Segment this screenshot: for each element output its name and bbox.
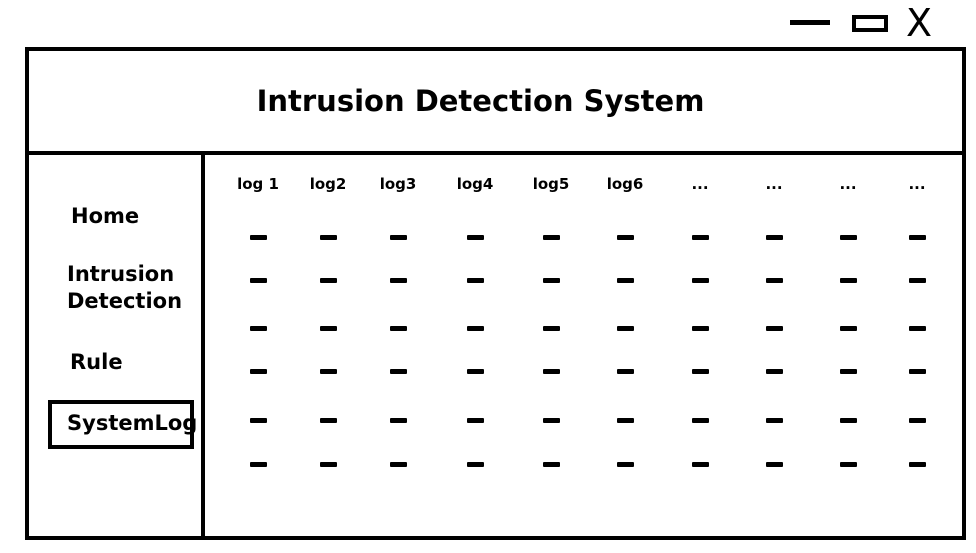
log-cell-empty xyxy=(909,418,926,423)
log-cell-empty xyxy=(543,462,560,467)
log-cell-empty xyxy=(543,369,560,374)
sidebar-item-systemlog[interactable]: SystemLog xyxy=(48,400,194,449)
log-cell-empty xyxy=(766,278,783,283)
log-cell-empty xyxy=(320,326,337,331)
log-cell-empty xyxy=(390,235,407,240)
log-cell-empty xyxy=(909,369,926,374)
log-cell-empty xyxy=(692,462,709,467)
log-cell-empty xyxy=(250,462,267,467)
log-cell-empty xyxy=(250,235,267,240)
log-cell-empty xyxy=(617,369,634,374)
log-cell-empty xyxy=(840,418,857,423)
log-cell-empty xyxy=(617,418,634,423)
log-cell-empty xyxy=(390,462,407,467)
log-cell-empty xyxy=(909,278,926,283)
log-cell-empty xyxy=(390,278,407,283)
sidebar xyxy=(29,151,205,536)
log-cell-empty xyxy=(320,369,337,374)
log-table xyxy=(205,151,962,536)
column-header: ... xyxy=(765,175,783,193)
log-cell-empty xyxy=(250,326,267,331)
minimize-icon[interactable] xyxy=(790,20,830,25)
log-cell-empty xyxy=(543,235,560,240)
log-cell-empty xyxy=(467,369,484,374)
log-cell-empty xyxy=(617,235,634,240)
column-header: log3 xyxy=(379,175,417,193)
log-cell-empty xyxy=(840,462,857,467)
log-cell-empty xyxy=(840,235,857,240)
log-cell-empty xyxy=(467,278,484,283)
log-cell-empty xyxy=(467,326,484,331)
column-header: log5 xyxy=(532,175,570,193)
sidebar-item-rule[interactable]: Rule xyxy=(70,350,123,374)
log-cell-empty xyxy=(543,326,560,331)
log-cell-empty xyxy=(692,235,709,240)
log-cell-empty xyxy=(617,278,634,283)
column-header: log2 xyxy=(309,175,347,193)
log-cell-empty xyxy=(840,278,857,283)
maximize-icon[interactable] xyxy=(852,15,888,32)
log-cell-empty xyxy=(250,418,267,423)
log-cell-empty xyxy=(840,326,857,331)
log-cell-empty xyxy=(909,326,926,331)
log-cell-empty xyxy=(909,462,926,467)
page-title: Intrusion Detection System xyxy=(256,84,705,118)
log-cell-empty xyxy=(766,462,783,467)
log-cell-empty xyxy=(692,418,709,423)
log-cell-empty xyxy=(543,278,560,283)
log-cell-empty xyxy=(692,369,709,374)
log-cell-empty xyxy=(766,235,783,240)
log-cell-empty xyxy=(543,418,560,423)
log-cell-empty xyxy=(766,418,783,423)
log-cell-empty xyxy=(467,235,484,240)
log-cell-empty xyxy=(692,326,709,331)
log-cell-empty xyxy=(467,462,484,467)
column-header: log 1 xyxy=(237,175,279,193)
close-icon[interactable]: X xyxy=(906,1,933,45)
column-header: ... xyxy=(908,175,926,193)
log-cell-empty xyxy=(766,369,783,374)
log-cell-empty xyxy=(320,278,337,283)
app-window xyxy=(25,47,966,540)
log-cell-empty xyxy=(467,418,484,423)
window-controls xyxy=(780,0,976,46)
log-cell-empty xyxy=(250,369,267,374)
log-cell-empty xyxy=(766,326,783,331)
log-cell-empty xyxy=(250,278,267,283)
log-cell-empty xyxy=(320,418,337,423)
column-header: log6 xyxy=(606,175,644,193)
column-header: ... xyxy=(839,175,857,193)
sidebar-item-intrusion-detection[interactable]: Intrusion Detection xyxy=(67,262,183,313)
column-header: log4 xyxy=(456,175,494,193)
log-cell-empty xyxy=(390,369,407,374)
header xyxy=(29,51,962,155)
log-cell-empty xyxy=(320,235,337,240)
column-header: ... xyxy=(691,175,709,193)
log-cell-empty xyxy=(617,462,634,467)
sidebar-item-home[interactable]: Home xyxy=(71,204,140,228)
log-cell-empty xyxy=(909,235,926,240)
log-cell-empty xyxy=(390,418,407,423)
log-cell-empty xyxy=(840,369,857,374)
log-cell-empty xyxy=(617,326,634,331)
log-cell-empty xyxy=(692,278,709,283)
log-cell-empty xyxy=(390,326,407,331)
log-cell-empty xyxy=(320,462,337,467)
